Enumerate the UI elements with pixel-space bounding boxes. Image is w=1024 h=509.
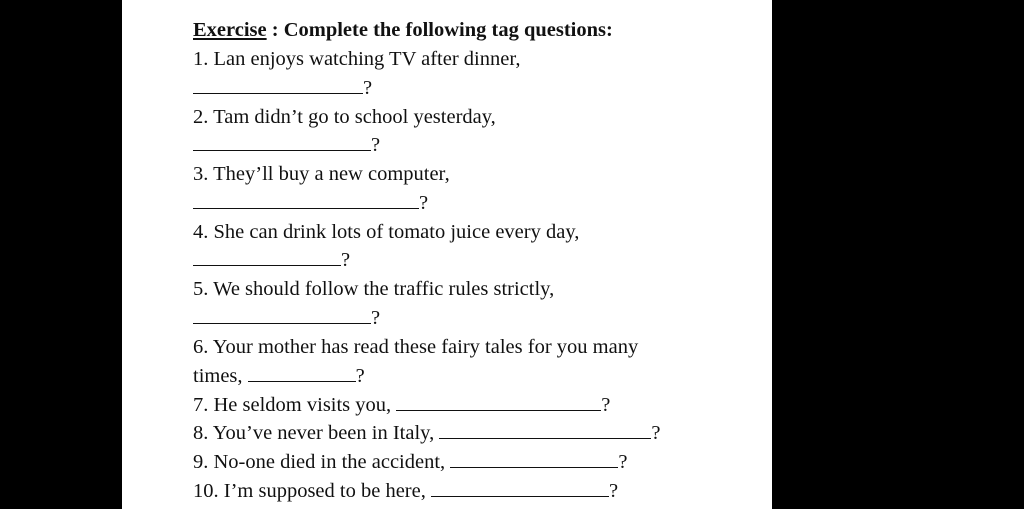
question-7-stem: 7. He seldom visits you, bbox=[193, 394, 392, 416]
question-mark: ? bbox=[363, 77, 373, 99]
question-mark: ? bbox=[608, 480, 619, 502]
question-mark: ? bbox=[341, 249, 351, 271]
question-2-stem: 2. Tam didn’t go to school yesterday, bbox=[193, 106, 496, 128]
answer-blank-5[interactable] bbox=[193, 306, 371, 324]
question-2-answer-line bbox=[193, 133, 380, 157]
question-3-stem: 3. They’ll buy a new computer, bbox=[193, 163, 450, 185]
question-mark: ? bbox=[371, 307, 381, 329]
question-6-continuation: times, bbox=[193, 365, 243, 387]
answer-blank-3[interactable] bbox=[193, 191, 419, 209]
answer-blank-2[interactable] bbox=[193, 133, 371, 151]
question-10 bbox=[193, 479, 618, 503]
answer-blank-10[interactable] bbox=[431, 479, 609, 497]
question-6-stem: 6. Your mother has read these fairy tales for you many bbox=[193, 336, 639, 358]
exercise-instruction: : Complete the following tag questions: bbox=[266, 19, 613, 41]
question-9 bbox=[193, 450, 627, 474]
question-mark: ? bbox=[371, 134, 381, 156]
question-8-stem: 8. You’ve never been in Italy, bbox=[193, 422, 435, 444]
question-mark: ? bbox=[601, 394, 611, 416]
question-4-stem: 4. She can drink lots of tomato juice every day, bbox=[193, 221, 580, 243]
answer-blank-7[interactable] bbox=[396, 393, 601, 411]
question-7 bbox=[193, 393, 610, 417]
question-10-stem: 10. I’m supposed to be here, bbox=[193, 480, 426, 502]
worksheet-page bbox=[122, 0, 772, 509]
question-8 bbox=[193, 421, 660, 445]
question-1-stem: 1. Lan enjoys watching TV after dinner, bbox=[193, 48, 521, 70]
answer-blank-1[interactable] bbox=[193, 76, 363, 94]
question-5-stem: 5. We should follow the traffic rules strictly, bbox=[193, 278, 555, 300]
question-mark: ? bbox=[651, 422, 661, 444]
answer-blank-4[interactable] bbox=[193, 248, 341, 266]
question-4-answer-line bbox=[193, 248, 350, 272]
question-6-answer-line bbox=[193, 364, 365, 388]
exercise-label: Exercise bbox=[193, 19, 267, 41]
answer-blank-8[interactable] bbox=[439, 421, 651, 439]
question-mark: ? bbox=[355, 365, 365, 387]
exercise-heading bbox=[193, 18, 613, 42]
question-5-answer-line bbox=[193, 306, 380, 330]
question-mark: ? bbox=[419, 192, 429, 214]
question-mark: ? bbox=[618, 451, 628, 473]
question-1-answer-line bbox=[193, 76, 372, 100]
answer-blank-9[interactable] bbox=[450, 450, 618, 468]
answer-blank-6[interactable] bbox=[248, 364, 356, 382]
question-3-answer-line bbox=[193, 191, 428, 215]
question-9-stem: 9. No-one died in the accident, bbox=[193, 451, 446, 473]
